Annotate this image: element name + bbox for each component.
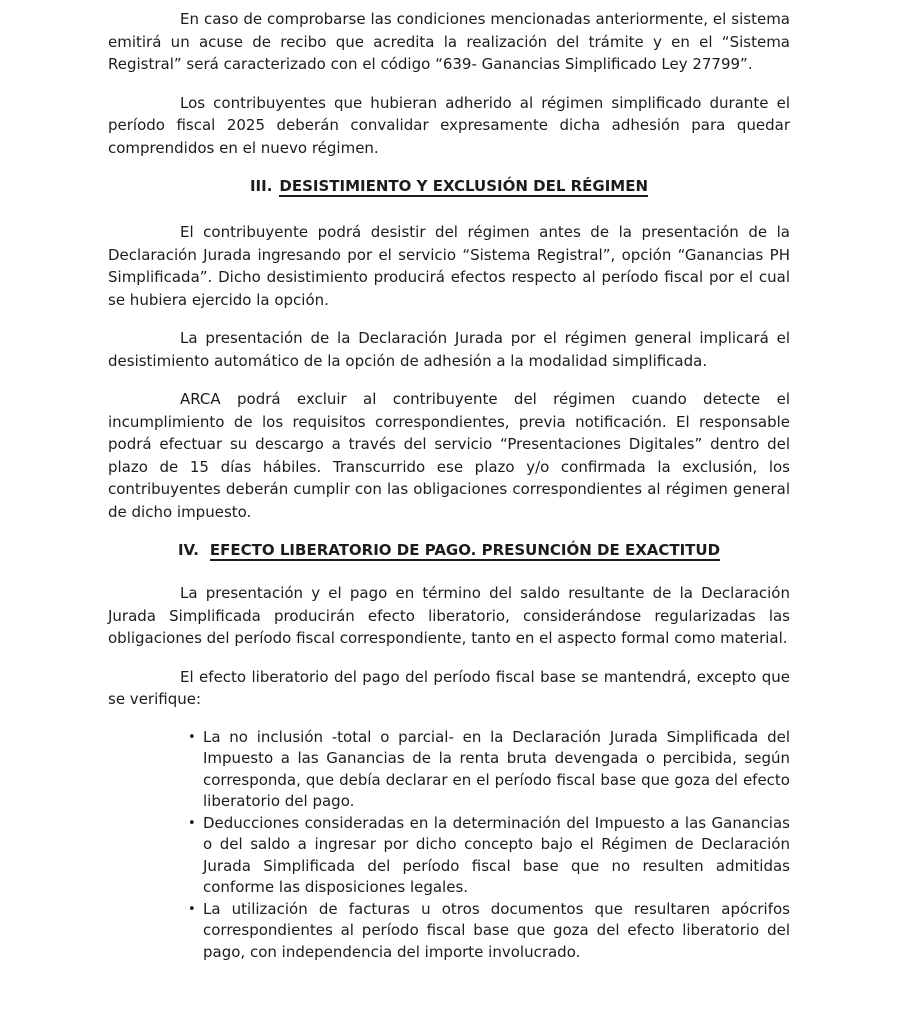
paragraph-acuse-recibo: En caso de comprobarse las condiciones mencionadas anteriormente, el sistema emitirá un acuse de recibo que acredita la realización del trámite y en el “Sistema Registral” será caracterizado con el código “639- Ganancias Simplificado Ley 27799”.	[108, 10, 790, 73]
exceptions-list	[188, 727, 790, 964]
section-4-number: IV.	[177, 541, 199, 559]
list-item-text: Deducciones consideradas en la determinación del Impuesto a las Ganancias o del saldo a ingresar por dicho concepto bajo el Régimen de Declaración Jurada Simplificada del período fiscal base que no resulten admitidas conforme las disposiciones legales.	[203, 813, 790, 896]
bullet-icon: •	[188, 901, 196, 917]
list-item-text: La utilización de facturas u otros documentos que resultaren apócrifos correspondientes al período fiscal base que goza del efecto liberatorio del pago, con independencia del importe involucrado.	[203, 899, 790, 961]
section-3-title: DESISTIMIENTO Y EXCLUSIÓN DEL RÉGIMEN	[279, 177, 649, 195]
section-4-heading	[108, 539, 790, 561]
section-3-number: III.	[249, 177, 273, 195]
paragraph-desistir: El contribuyente podrá desistir del régimen antes de la presentación de la Declaración Jurada ingresando por el servicio “Sistema Registral”, opción “Ganancias PH Simplificada”. Dicho desistimiento producirá efectos respecto al período fiscal por el cual se hubiera ejercido la opción.	[108, 223, 790, 309]
section-4-title: EFECTO LIBERATORIO DE PAGO. PRESUNCIÓN DE EXACTITUD	[209, 541, 721, 559]
bullet-icon: •	[188, 815, 196, 831]
list-item-text: La no inclusión -total o parcial- en la Declaración Jurada Simplificada del Impuesto a las Ganancias de la renta bruta devengada o percibida, según corresponda, que debía declarar en el período fiscal base que goza del efecto liberatorio del pago.	[203, 727, 790, 810]
paragraph-exclusion-arca: ARCA podrá excluir al contribuyente del régimen cuando detecte el incumplimiento de los requisitos correspondientes, previa notificación. El responsable podrá efectuar su descargo a través del servicio “Presentaciones Digitales” dentro del plazo de 15 días hábiles. Transcurrido ese plazo y/o confirmada la exclusión, los contribuyentes deberán cumplir con las obligaciones correspondientes al régimen general de dicho impuesto.	[108, 390, 790, 521]
paragraph-desistimiento-automatico: La presentación de la Declaración Jurada por el régimen general implicará el desistimiento automático de la opción de adhesión a la modalidad simplificada.	[108, 329, 790, 370]
bullet-icon: •	[188, 729, 196, 745]
paragraph-convalidacion: Los contribuyentes que hubieran adherido al régimen simplificado durante el período fiscal 2025 deberán convalidar expresamente dicha adhesión para quedar comprendidos en el nuevo régimen.	[108, 93, 790, 157]
paragraph-efecto-liberatorio: La presentación y el pago en término del saldo resultante de la Declaración Jurada Simplificada producirán efecto liberatorio, considerándose regularizadas las obligaciones del período fiscal correspondiente, tanto en el aspecto formal como material.	[108, 584, 790, 647]
list-item	[188, 727, 790, 813]
section-3-heading	[108, 175, 790, 197]
list-item	[188, 899, 790, 964]
list-item	[188, 813, 790, 899]
paragraph-excepciones-intro: El efecto liberatorio del pago del período fiscal base se mantendrá, excepto que se verifique:	[108, 667, 790, 708]
